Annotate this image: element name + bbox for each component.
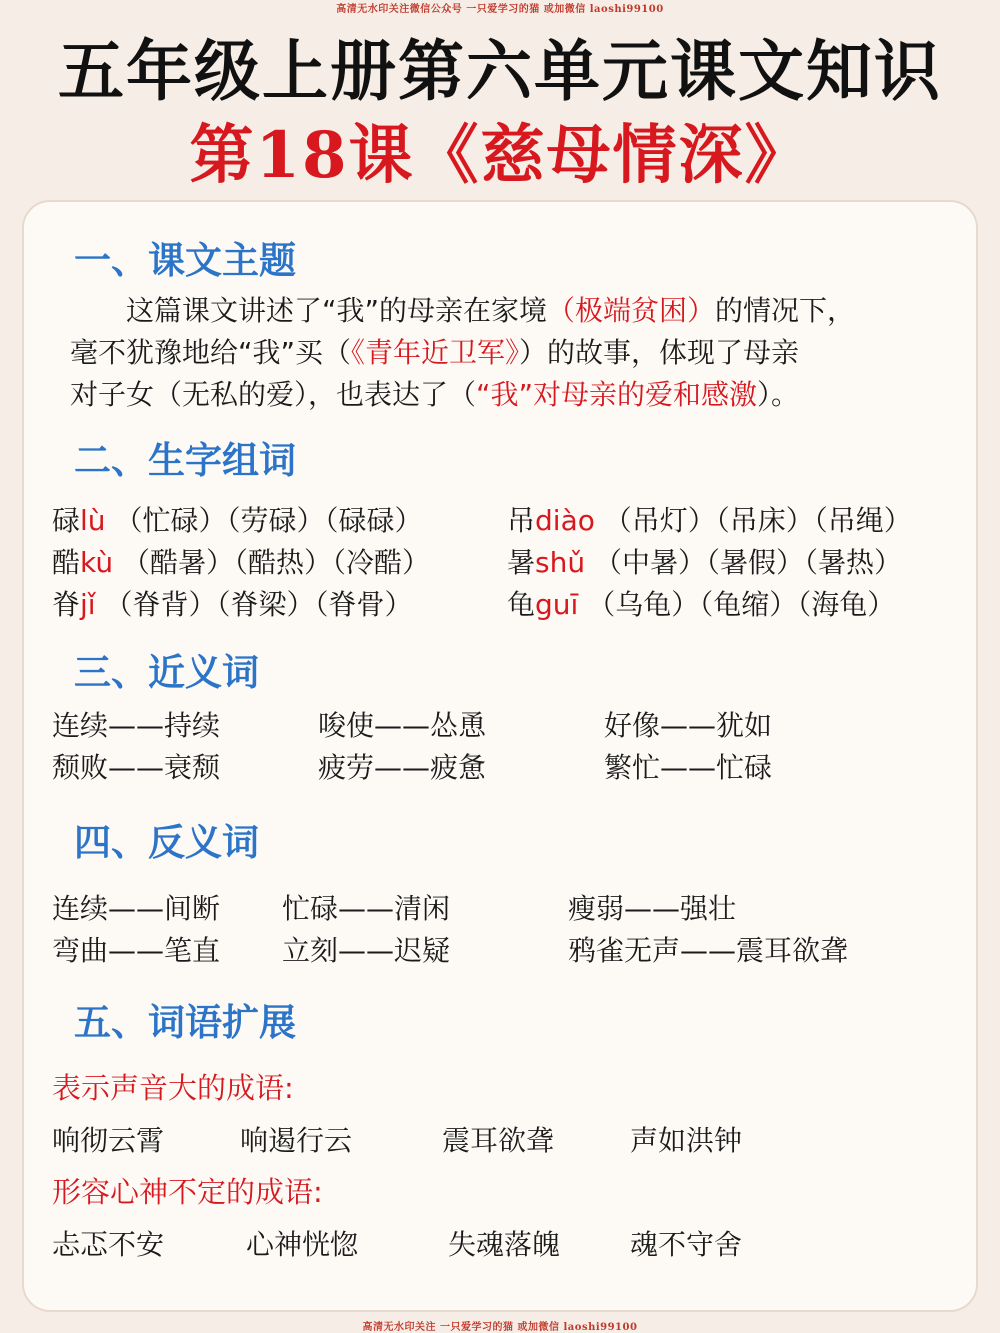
synonym-pair: 连续——持续 xyxy=(52,709,221,742)
char-row: 暑shǔ （中暑）（暑假）（暑热） xyxy=(507,546,903,579)
theme-text-1: 这篇课文讲述了“我”的母亲在家境 xyxy=(126,294,548,327)
idiom-item: 响彻云霄 xyxy=(52,1124,165,1157)
theme-text-3: 毫不犹豫地给“我”买（ xyxy=(70,336,352,369)
theme-highlight-2: 《青年近卫军》 xyxy=(351,336,520,369)
content-card xyxy=(22,200,978,1312)
antonym-pair: 弯曲——笔直 xyxy=(52,934,221,967)
antonym-pair: 立刻——迟疑 xyxy=(282,934,451,967)
antonym-pair: 连续——间断 xyxy=(52,892,221,925)
idiom-category-loud: 表示声音大的成语: xyxy=(52,1071,294,1105)
theme-text-5: 对子女（无私的爱），也表达了（ xyxy=(70,378,477,411)
page-title: 五年级上册第六单元课文知识 xyxy=(58,32,942,110)
idiom-item: 失魂落魄 xyxy=(448,1228,561,1261)
synonym-pair: 疲劳——疲惫 xyxy=(318,751,487,784)
theme-highlight-3: “我”对母亲的爱和感激 xyxy=(476,378,758,411)
idiom-item: 魂不守舍 xyxy=(630,1228,743,1261)
synonym-pair: 好像——犹如 xyxy=(604,709,773,742)
idiom-item: 声如洪钟 xyxy=(630,1124,743,1157)
section-heading-expansion: 五、词语扩展 xyxy=(74,1001,296,1044)
synonym-pair: 颓败——衰颓 xyxy=(52,751,221,784)
char-row: 龟guī （乌龟）（龟缩）（海龟） xyxy=(507,588,896,621)
char-row: 脊jǐ （脊背）（脊梁）（脊骨） xyxy=(52,588,413,621)
theme-text-2: 的情况下， xyxy=(715,294,856,327)
char-row: 酷kù （酷暑）（酷热）（冷酷） xyxy=(52,546,431,579)
section-heading-antonyms: 四、反义词 xyxy=(74,821,259,864)
synonym-pair: 繁忙——忙碌 xyxy=(604,751,773,784)
watermark-bottom: 高清无水印关注 一只爱学习的猫 或加微信 laoshi99100 xyxy=(362,1322,638,1333)
antonym-pair: 瘦弱——强壮 xyxy=(568,892,737,925)
theme-text-6: ）。 xyxy=(757,378,800,411)
lesson-title: 第18课《慈母情深》 xyxy=(189,118,811,193)
theme-paragraph xyxy=(70,290,970,416)
char-row: 碌lù （忙碌）（劳碌）（碌碌） xyxy=(52,504,423,537)
antonym-pair: 忙碌——清闲 xyxy=(282,892,451,925)
antonym-pair: 鸦雀无声——震耳欲聋 xyxy=(568,934,849,967)
char-row: 吊diào （吊灯）（吊床）（吊绳） xyxy=(507,504,912,537)
theme-highlight-1: （极端贫困） xyxy=(547,294,716,327)
synonym-pair: 唆使——怂恿 xyxy=(318,709,487,742)
theme-text-4: ）的故事，体现了母亲 xyxy=(519,336,800,369)
idiom-category-restless: 形容心神不定的成语: xyxy=(52,1175,323,1209)
section-heading-new-chars: 二、生字组词 xyxy=(74,439,296,482)
idiom-item: 忐忑不安 xyxy=(52,1228,165,1261)
section-heading-theme: 一、课文主题 xyxy=(74,239,296,282)
watermark-top: 高清无水印关注微信公众号 一只爱学习的猫 或加微信 laoshi99100 xyxy=(336,4,664,15)
idiom-item: 响遏行云 xyxy=(240,1124,353,1157)
idiom-item: 震耳欲聋 xyxy=(442,1124,555,1157)
section-heading-synonyms: 三、近义词 xyxy=(74,651,259,694)
idiom-item: 心神恍惚 xyxy=(246,1228,359,1261)
